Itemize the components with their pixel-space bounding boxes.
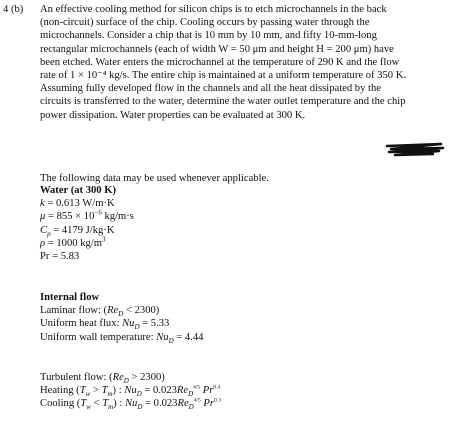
question-number: 4 (b) <box>3 4 24 15</box>
question-line: (non-circuit) surface of the chip. Cooling occurs by passing water through the <box>40 17 370 29</box>
question-line: An effective cooling method for silicon chips is to etch microchannels in the back <box>40 4 387 15</box>
question-line: microchannels. Consider a chip that is 10 mm by 10 mm, and fifty 10-mm-long <box>40 30 377 42</box>
turbulent-heating: Heating $(T_w > T_m)$ : $Nu_D = 0.023Re_D^{4/5}$ $Pr^{0.4}$ <box>40 384 221 399</box>
turbulent-heading: Turbulent flow: $(Re_D > 2300)$ <box>40 372 165 386</box>
laminar-flow: Laminar flow: $(Re_D < 2300)$ <box>40 305 160 319</box>
water-properties <box>40 184 134 263</box>
question-text <box>40 3 468 122</box>
water-heading: Water (at 300 K) <box>40 185 117 196</box>
water-mu: $\mu = 855 \times 10^{-6}$ kg/m·s <box>40 208 134 223</box>
question-line: circuits is transferred to the water, determine the water outlet temperature and the chip <box>40 96 406 108</box>
turbulent-flow <box>40 371 221 411</box>
uniform-heat-flux: Uniform heat flux: $Nu_D = 5.33$ <box>40 318 170 332</box>
data-intro: The following data may be used whenever applicable. <box>40 173 269 184</box>
water-cp: $C_p = 4179$ J/kg·K <box>40 224 115 238</box>
water-pr: Pr = 5.83 <box>40 251 80 263</box>
question-line: power dissipation. Water properties can be evaluated at 300 K. <box>40 109 306 121</box>
question-line: rectangular microchannels (each of width W = 50 μm and height H = 200 μm) have <box>40 43 394 55</box>
question-line: rate of 1 × 10⁻⁴ kg/s. The entire chip is maintained at a uniform temperature of 350 K. <box>40 69 407 81</box>
water-k: k = 0.613 W/m·K <box>40 198 115 210</box>
internal-flow <box>40 291 203 344</box>
uniform-wall-temperature: Uniform wall temperature: $Nu_D = 4.44$ <box>40 331 204 345</box>
question-line: Assuming fully developed flow in the channels and all the heat dissipated by the <box>40 83 381 95</box>
water-rho: ρ = 1000 $kg/m^3$ <box>40 235 106 249</box>
question-line: been etched. Water enters the microchannel at the temperature of 290 K and the flow <box>40 56 400 68</box>
turbulent-cooling: Cooling $(T_w < T_m)$ : $Nu_D = 0.023Re_D^{4/5}$ $Pr^{0.3}$ <box>40 397 221 412</box>
internal-heading: Internal flow <box>40 292 100 303</box>
redaction-scribble <box>383 140 447 158</box>
